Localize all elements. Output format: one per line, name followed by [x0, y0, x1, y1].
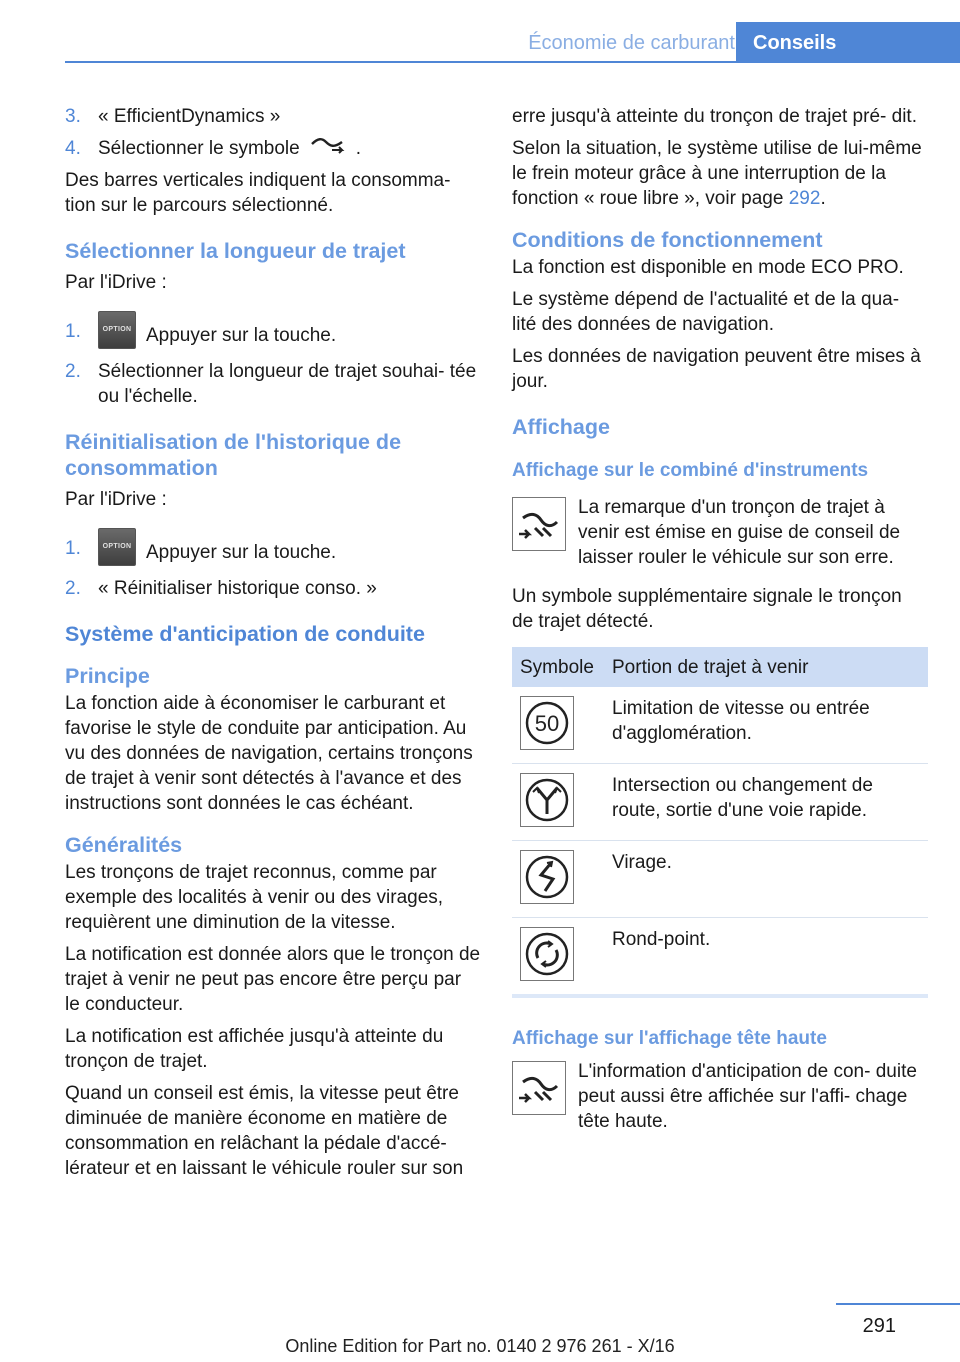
speed-value: 50	[534, 711, 560, 736]
general-paragraph-1: Les tronçons de trajet reconnus, comme par exemple des localités à venir ou des virages, requièrent une diminution de la vitesse.	[65, 862, 444, 933]
cluster-heading: Affichage sur le combiné d'instruments	[512, 460, 869, 481]
engine-brake-paragraph: Selon la situation, le système utilise de lui-même le frein moteur grâce à une interruption de la fonction « roue libre », voir page 292.	[512, 138, 922, 209]
symbol-table	[512, 647, 928, 998]
general-paragraph-2: La notification est donnée alors que le tronçon de trajet à venir ne peut pas encore être perçu par le conducteur.	[65, 944, 481, 1015]
coasting-hint-icon	[512, 497, 566, 551]
edition-line: Online Edition for Part no. 0140 2 976 261 - X/16	[285, 1336, 675, 1356]
symbol-paragraph: Un symbole supplémentaire signale le tronçon de trajet détecté.	[512, 586, 902, 632]
table-row	[512, 918, 928, 997]
hud-heading: Affichage sur l'affichage tête haute	[512, 1028, 827, 1049]
general-paragraph-3: La notification est affichée jusqu'à atteinte du tronçon de trajet.	[65, 1026, 444, 1072]
step-3: 3. « EfficientDynamics »	[65, 106, 281, 127]
select-length-heading: Sélectionner la longueur de trajet	[65, 239, 406, 263]
speed-limit-50-icon	[520, 696, 574, 750]
table-row	[512, 841, 928, 918]
option-button-icon[interactable]: OPTION	[98, 311, 136, 349]
cluster-text: La remarque d'un tronçon de trajet à venir est émise en guise de conseil de laisser rouler le véhicule sur son erre.	[578, 497, 901, 568]
intersection-icon	[520, 773, 574, 827]
conditions-heading: Conditions de fonctionnement	[512, 228, 823, 252]
route-symbol-icon	[310, 136, 346, 156]
table-header-row	[512, 647, 928, 687]
curve-icon	[520, 850, 574, 904]
page-number: 291	[862, 1315, 896, 1337]
section-title: Économie de carburant	[528, 32, 735, 54]
reset-step-1: 1. OPTION Appuyer sur la touche.	[65, 528, 481, 566]
step-4: 4. Sélectionner le symbole .	[65, 138, 361, 159]
general-paragraph-4: Quand un conseil est émis, la vitesse peut être diminuée de manière économe en matière de consommation en relâchant la pédale d'accé‐ lérateur et en laissant le véhicule rouler sur son	[65, 1083, 464, 1179]
conditions-paragraph-1: La fonction est disponible en mode ECO PRO.	[512, 257, 904, 278]
bars-paragraph: Des barres verticales indiquent la consomma‐ tion sur le parcours sélectionné.	[65, 170, 451, 216]
idrive-label-2: Par l'iDrive :	[65, 489, 167, 510]
page-link[interactable]: 292	[788, 188, 821, 209]
header-rule	[65, 61, 960, 63]
chapter-tab[interactable]: Conseils	[736, 22, 960, 63]
footer-rule	[836, 1303, 960, 1305]
select-steps	[65, 311, 481, 409]
coasting-hint-icon	[512, 1061, 566, 1115]
cluster-note	[512, 495, 928, 570]
general-heading: Généralités	[65, 833, 183, 857]
select-step-2: 2. Sélectionner la longueur de trajet souhai‐ tée ou l'échelle.	[65, 361, 477, 407]
principle-heading: Principe	[65, 664, 150, 688]
row-text: Rond-point.	[612, 929, 711, 950]
table-row	[512, 687, 928, 764]
column-symbol: Symbole	[512, 647, 604, 687]
row-text: Limitation de vitesse ou entrée d'agglomération.	[604, 687, 928, 764]
reset-step-2: 2. « Réinitialiser historique conso. »	[65, 578, 377, 599]
left-column	[65, 104, 481, 1188]
continued-paragraph: erre jusqu'à atteinte du tronçon de trajet pré‐ dit.	[512, 106, 917, 127]
row-text: Virage.	[604, 841, 928, 918]
select-step-1: 1. OPTION Appuyer sur la touche.	[65, 311, 481, 349]
idrive-label: Par l'iDrive :	[65, 272, 167, 293]
row-text: Intersection ou changement de route, sortie d'une voie rapide.	[604, 764, 928, 841]
roundabout-icon	[520, 927, 574, 981]
conditions-paragraph-3: Les données de navigation peuvent être mises à jour.	[512, 346, 921, 392]
reset-steps	[65, 528, 481, 601]
hud-note	[512, 1059, 928, 1134]
column-portion: Portion de trajet à venir	[604, 647, 928, 687]
principle-paragraph: La fonction aide à économiser le carburant et favorise le style de conduite par anticipation. Au vu des données de navigation, certains tronçons de trajet à venir sont détectés à l'avance et des instructions sont données le cas échéant.	[65, 693, 473, 814]
option-button-icon[interactable]: OPTION	[98, 528, 136, 566]
reset-heading: Réinitialisation de l'historique de consommation	[65, 430, 402, 480]
table-row	[512, 764, 928, 841]
right-column	[512, 104, 928, 1148]
efficient-steps	[65, 104, 481, 161]
display-heading: Affichage	[512, 415, 610, 439]
conditions-paragraph-2: Le système dépend de l'actualité et de la qua‐ lité des données de navigation.	[512, 289, 900, 335]
hud-text: L'information d'anticipation de con‐ duite peut aussi être affichée sur l'affi‐ chage tête haute.	[578, 1061, 917, 1132]
anticipation-heading: Système d'anticipation de conduite	[65, 622, 425, 646]
